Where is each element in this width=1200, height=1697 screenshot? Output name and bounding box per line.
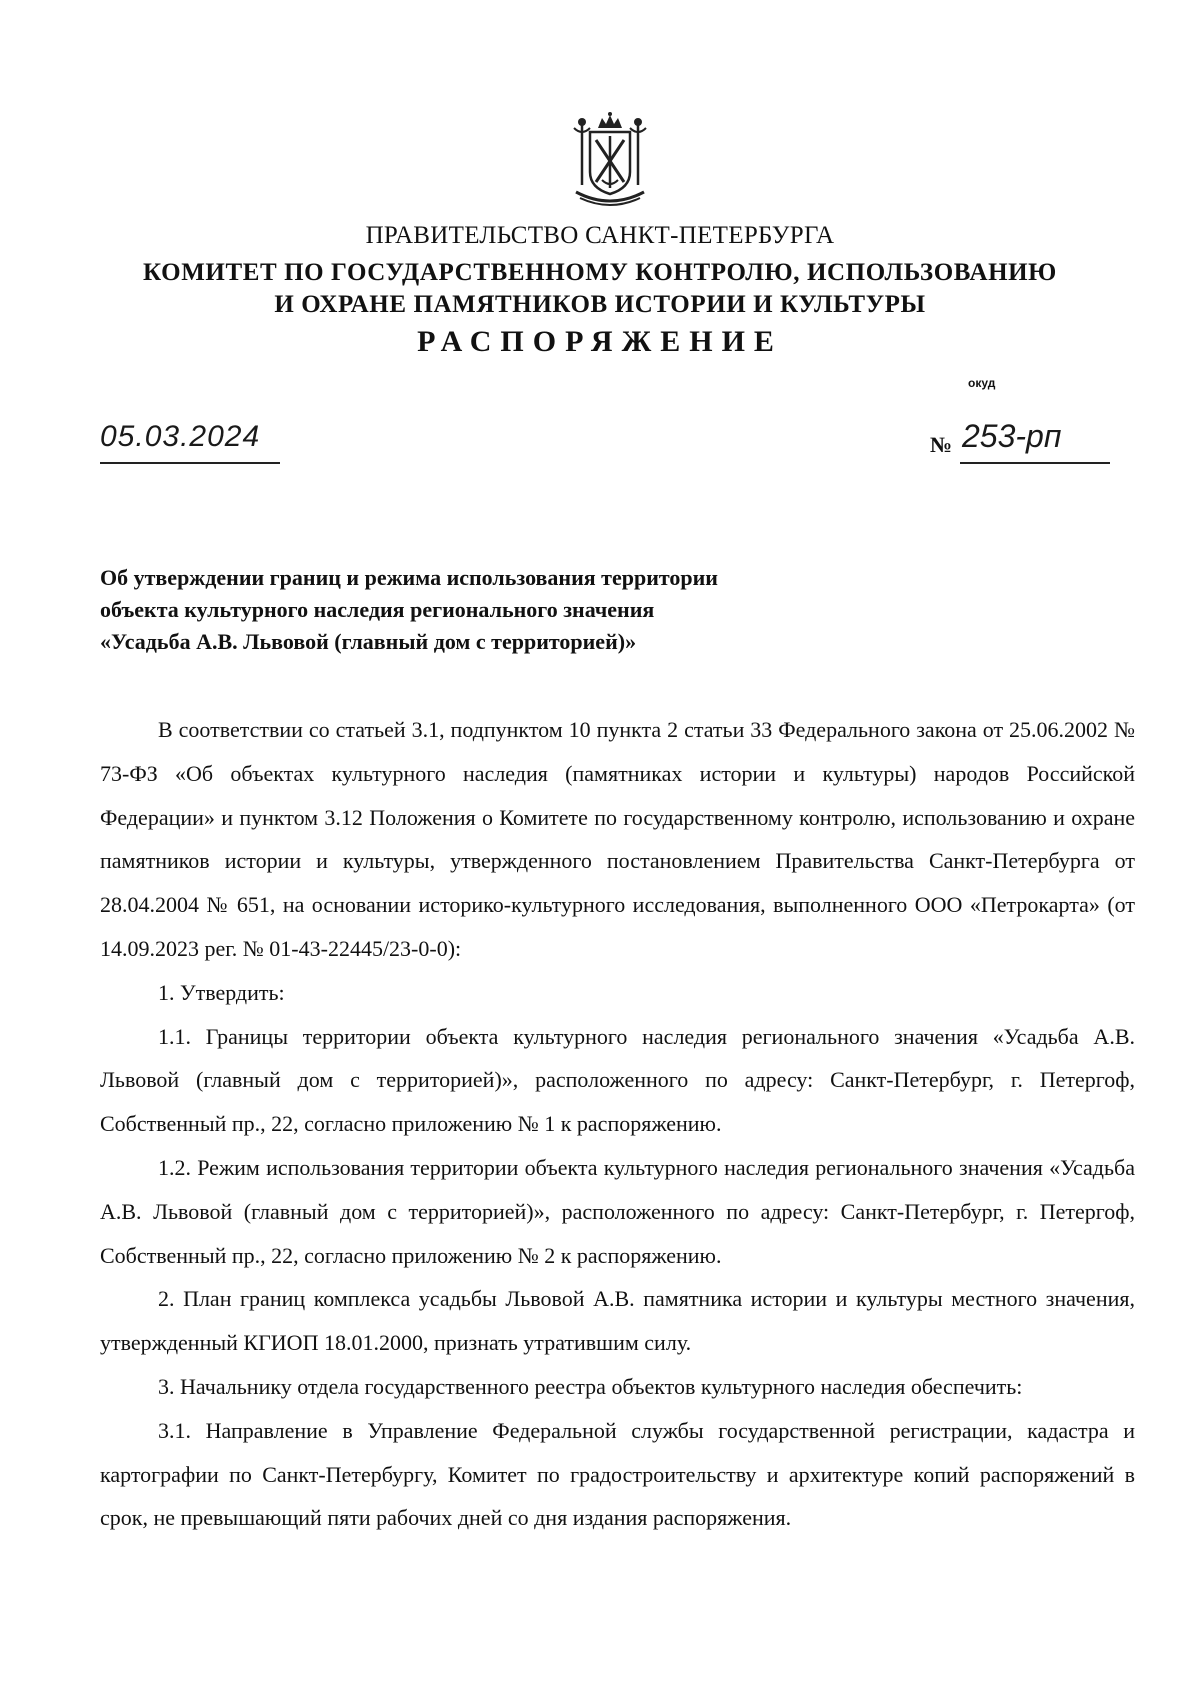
paragraph-item-1-1: 1.1. Границы территории объекта культурного наследия регионального значения «Усадьба А.В. Львовой (главный дом с территорией)», расположенного по адресу: Санкт-Петербург, г. Петергоф, Собственный пр., 22, согласно приложению № 1 к распоряжению. bbox=[100, 1023, 1135, 1137]
document-subject bbox=[100, 562, 860, 658]
paragraph-item-1: 1. Утвердить: bbox=[158, 979, 285, 1005]
paragraph-preamble: В соответствии со статьей 3.1, подпунктом 10 пункта 2 статьи 33 Федерального закона от 25.06.2002 № 73-ФЗ «Об объектах культурного наследия (памятниках истории и культуры) народов Российской Федерации» и пунктом 3.12 Положения о Комитете по государственному контролю, использованию и охране памятников истории и культуры, утвержденного постановлением Правительства Санкт-Петербурга от 28.04.2004 № 651, на основании историко-культурного исследования, выполненного ООО «Петрокарта» (от 14.09.2023 рег. № 01-43-22445/23-0-0): bbox=[100, 717, 1135, 961]
document-type: РАСПОРЯЖЕНИЕ bbox=[417, 325, 783, 358]
document-body bbox=[100, 708, 1135, 1540]
subject-line2: объекта культурного наследия регионального значения bbox=[100, 597, 655, 622]
paragraph-item-3: 3. Начальнику отдела государственного реестра объектов культурного наследия обеспечить: bbox=[158, 1373, 1023, 1399]
coat-of-arms-icon bbox=[570, 110, 650, 210]
number-sign: № bbox=[930, 432, 953, 457]
government-title: ПРАВИТЕЛЬСТВО САНКТ-ПЕТЕРБУРГА bbox=[365, 222, 835, 249]
paragraph-item-2: 2. План границ комплекса усадьбы Львовой А.В. памятника истории и культуры местного значения, утвержденный КГИОП 18.01.2000, признать утратившим силу. bbox=[100, 1286, 1135, 1356]
number-underline bbox=[960, 462, 1110, 464]
committee-title-line1: КОМИТЕТ ПО ГОСУДАРСТВЕННОМУ КОНТРОЛЮ, ИСПОЛЬЗОВАНИЮ bbox=[143, 259, 1057, 286]
committee-title-line2: И ОХРАНЕ ПАМЯТНИКОВ ИСТОРИИ И КУЛЬТУРЫ bbox=[274, 291, 926, 318]
subject-line3: «Усадьба А.В. Львовой (главный дом с территорией)» bbox=[100, 629, 637, 654]
date-underline bbox=[100, 462, 280, 464]
committee-title bbox=[0, 257, 1200, 321]
document-date: 05.03.2024 bbox=[100, 420, 261, 453]
okud-label: окуд bbox=[968, 376, 996, 390]
document-number: 253-рп bbox=[962, 418, 1062, 454]
paragraph-item-1-2: 1.2. Режим использования территории объекта культурного наследия регионального значения «Усадьба А.В. Львовой (главный дом с территорией)», расположенного по адресу: Санкт-Петербург, г. Петергоф, Собственный пр., 22, согласно приложению № 2 к распоряжению. bbox=[100, 1154, 1135, 1268]
subject-line1: Об утверждении границ и режима использования территории bbox=[100, 565, 718, 590]
paragraph-item-3-1: 3.1. Направление в Управление Федеральной службы государственной регистрации, кадастра и картографии по Санкт-Петербургу, Комитет по градостроительству и архитектуре копий распоряжений в срок, не превышающий пяти рабочих дней со дня издания распоряжения. bbox=[100, 1417, 1135, 1531]
